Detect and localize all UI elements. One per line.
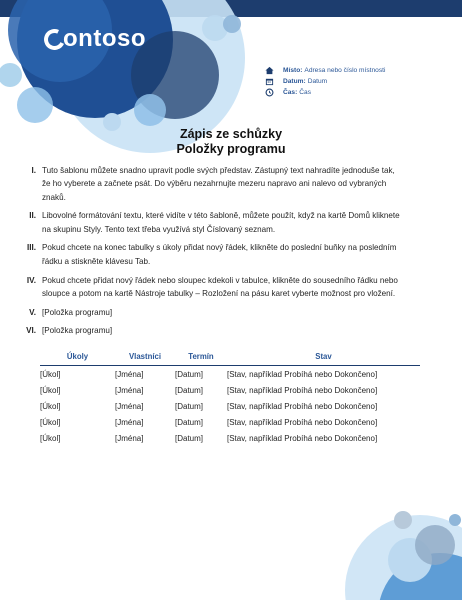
date-label: Datum: xyxy=(283,78,306,85)
owner-cell[interactable]: [Jména] xyxy=(115,401,144,411)
table-row xyxy=(40,414,420,430)
status-cell[interactable]: [Stav, například Probíhá nebo Dokončeno] xyxy=(227,401,378,411)
circle-bottom-grey xyxy=(415,525,455,565)
table-header-row xyxy=(40,350,420,366)
time-row xyxy=(265,87,385,98)
agenda-text: [Položka programu] xyxy=(42,307,113,317)
header-status: Stav xyxy=(227,350,420,366)
agenda-text: Libovolné formátování textu, které vidíte v této šabloně, můžete použít, když na kartě Domů kliknete na skupinu Styly. Tento text třeba využívá styl Číslovaný seznam. xyxy=(42,211,400,234)
circle-bottom-dot xyxy=(394,511,412,529)
agenda-number: II. xyxy=(29,211,36,221)
date-value: Datum xyxy=(307,78,328,85)
deadline-cell[interactable]: [Datum] xyxy=(175,417,204,427)
clock-icon xyxy=(265,88,274,97)
task-cell[interactable]: [Úkol] xyxy=(40,385,61,395)
owner-cell[interactable]: [Jména] xyxy=(115,433,144,443)
deadline-cell[interactable]: [Datum] xyxy=(175,401,204,411)
header-tasks: Úkoly xyxy=(40,350,115,366)
location-value: Adresa nebo číslo místnosti xyxy=(304,67,386,74)
circle-light-left xyxy=(17,87,53,123)
time-label: Čas: xyxy=(283,89,298,96)
agenda-text: Pokud chcete přidat nový řádek nebo sloupec kdekoli v tabulce, klikněte do sousedního řádku nebo sloupce a potom na kartě Nástroje tabulky – Rozložení na pásu karet vyberte možnost pro vložení. xyxy=(42,275,398,298)
agenda-item xyxy=(22,209,400,236)
agenda-item xyxy=(22,274,400,301)
table-row xyxy=(40,398,420,414)
agenda-text: Pokud chcete na konec tabulky s úkoly přidat nový řádek, klikněte do poslední buňky na posledním řádku a stiskněte klávesu Tab. xyxy=(42,243,397,266)
table-row xyxy=(40,366,420,383)
task-cell[interactable]: [Úkol] xyxy=(40,401,61,411)
agenda-item xyxy=(22,164,400,204)
meeting-details xyxy=(265,65,385,98)
agenda-number: VI. xyxy=(26,326,36,336)
circle-light-small xyxy=(134,94,166,126)
circle-top-right-b xyxy=(223,15,241,33)
circle-bottom-dot2 xyxy=(449,514,461,526)
deadline-cell[interactable]: [Datum] xyxy=(175,385,204,395)
agenda-number: V. xyxy=(29,307,36,317)
status-cell[interactable]: [Stav, například Probíhá nebo Dokončeno] xyxy=(227,433,378,443)
task-cell[interactable]: [Úkol] xyxy=(40,417,61,427)
location-label: Místo: xyxy=(283,67,303,74)
table-row xyxy=(40,382,420,398)
calendar-icon xyxy=(265,77,274,86)
agenda-number: IV. xyxy=(26,275,36,285)
date-row xyxy=(265,76,385,87)
home-icon xyxy=(265,66,274,75)
header-deadline: Termín xyxy=(175,350,227,366)
owner-cell[interactable]: [Jména] xyxy=(115,385,144,395)
circle-edge-left xyxy=(0,63,22,87)
location-row xyxy=(265,65,385,76)
status-cell[interactable]: [Stav, například Probíhá nebo Dokončeno] xyxy=(227,417,378,427)
agenda-item xyxy=(22,241,400,268)
task-cell[interactable]: [Úkol] xyxy=(40,369,61,379)
deadline-cell[interactable]: [Datum] xyxy=(175,433,204,443)
agenda-list xyxy=(22,164,400,343)
deadline-cell[interactable]: [Datum] xyxy=(175,369,204,379)
owner-cell[interactable]: [Jména] xyxy=(115,417,144,427)
agenda-item xyxy=(22,306,400,319)
tasks-table xyxy=(40,350,420,446)
agenda-number: I. xyxy=(31,166,36,175)
time-value: Čas xyxy=(299,89,312,96)
table-row xyxy=(40,430,420,446)
agenda-text: Tuto šablonu můžete snadno upravit podle svých představ. Zástupný text nahradíte jednoduše tak, že ho vyberete a začnete psát. Do výběru nezahrnujte mezeru napravo ani nalevo od vybraných znaků. xyxy=(42,166,395,202)
owner-cell[interactable]: [Jména] xyxy=(115,369,144,379)
document-subtitle: Položky programu xyxy=(176,142,286,156)
status-cell[interactable]: [Stav, například Probíhá nebo Dokončeno] xyxy=(227,369,378,379)
status-cell[interactable]: [Stav, například Probíhá nebo Dokončeno] xyxy=(227,385,378,395)
document-title: Zápis ze schůzky xyxy=(179,127,283,141)
header-owners: Vlastníci xyxy=(115,350,175,366)
task-cell[interactable]: [Úkol] xyxy=(40,433,61,443)
contoso-logo xyxy=(44,27,146,51)
logo-text: ontoso xyxy=(63,25,146,52)
agenda-item xyxy=(22,324,400,337)
agenda-number: III. xyxy=(27,243,36,253)
agenda-text: [Položka programu] xyxy=(42,326,113,336)
